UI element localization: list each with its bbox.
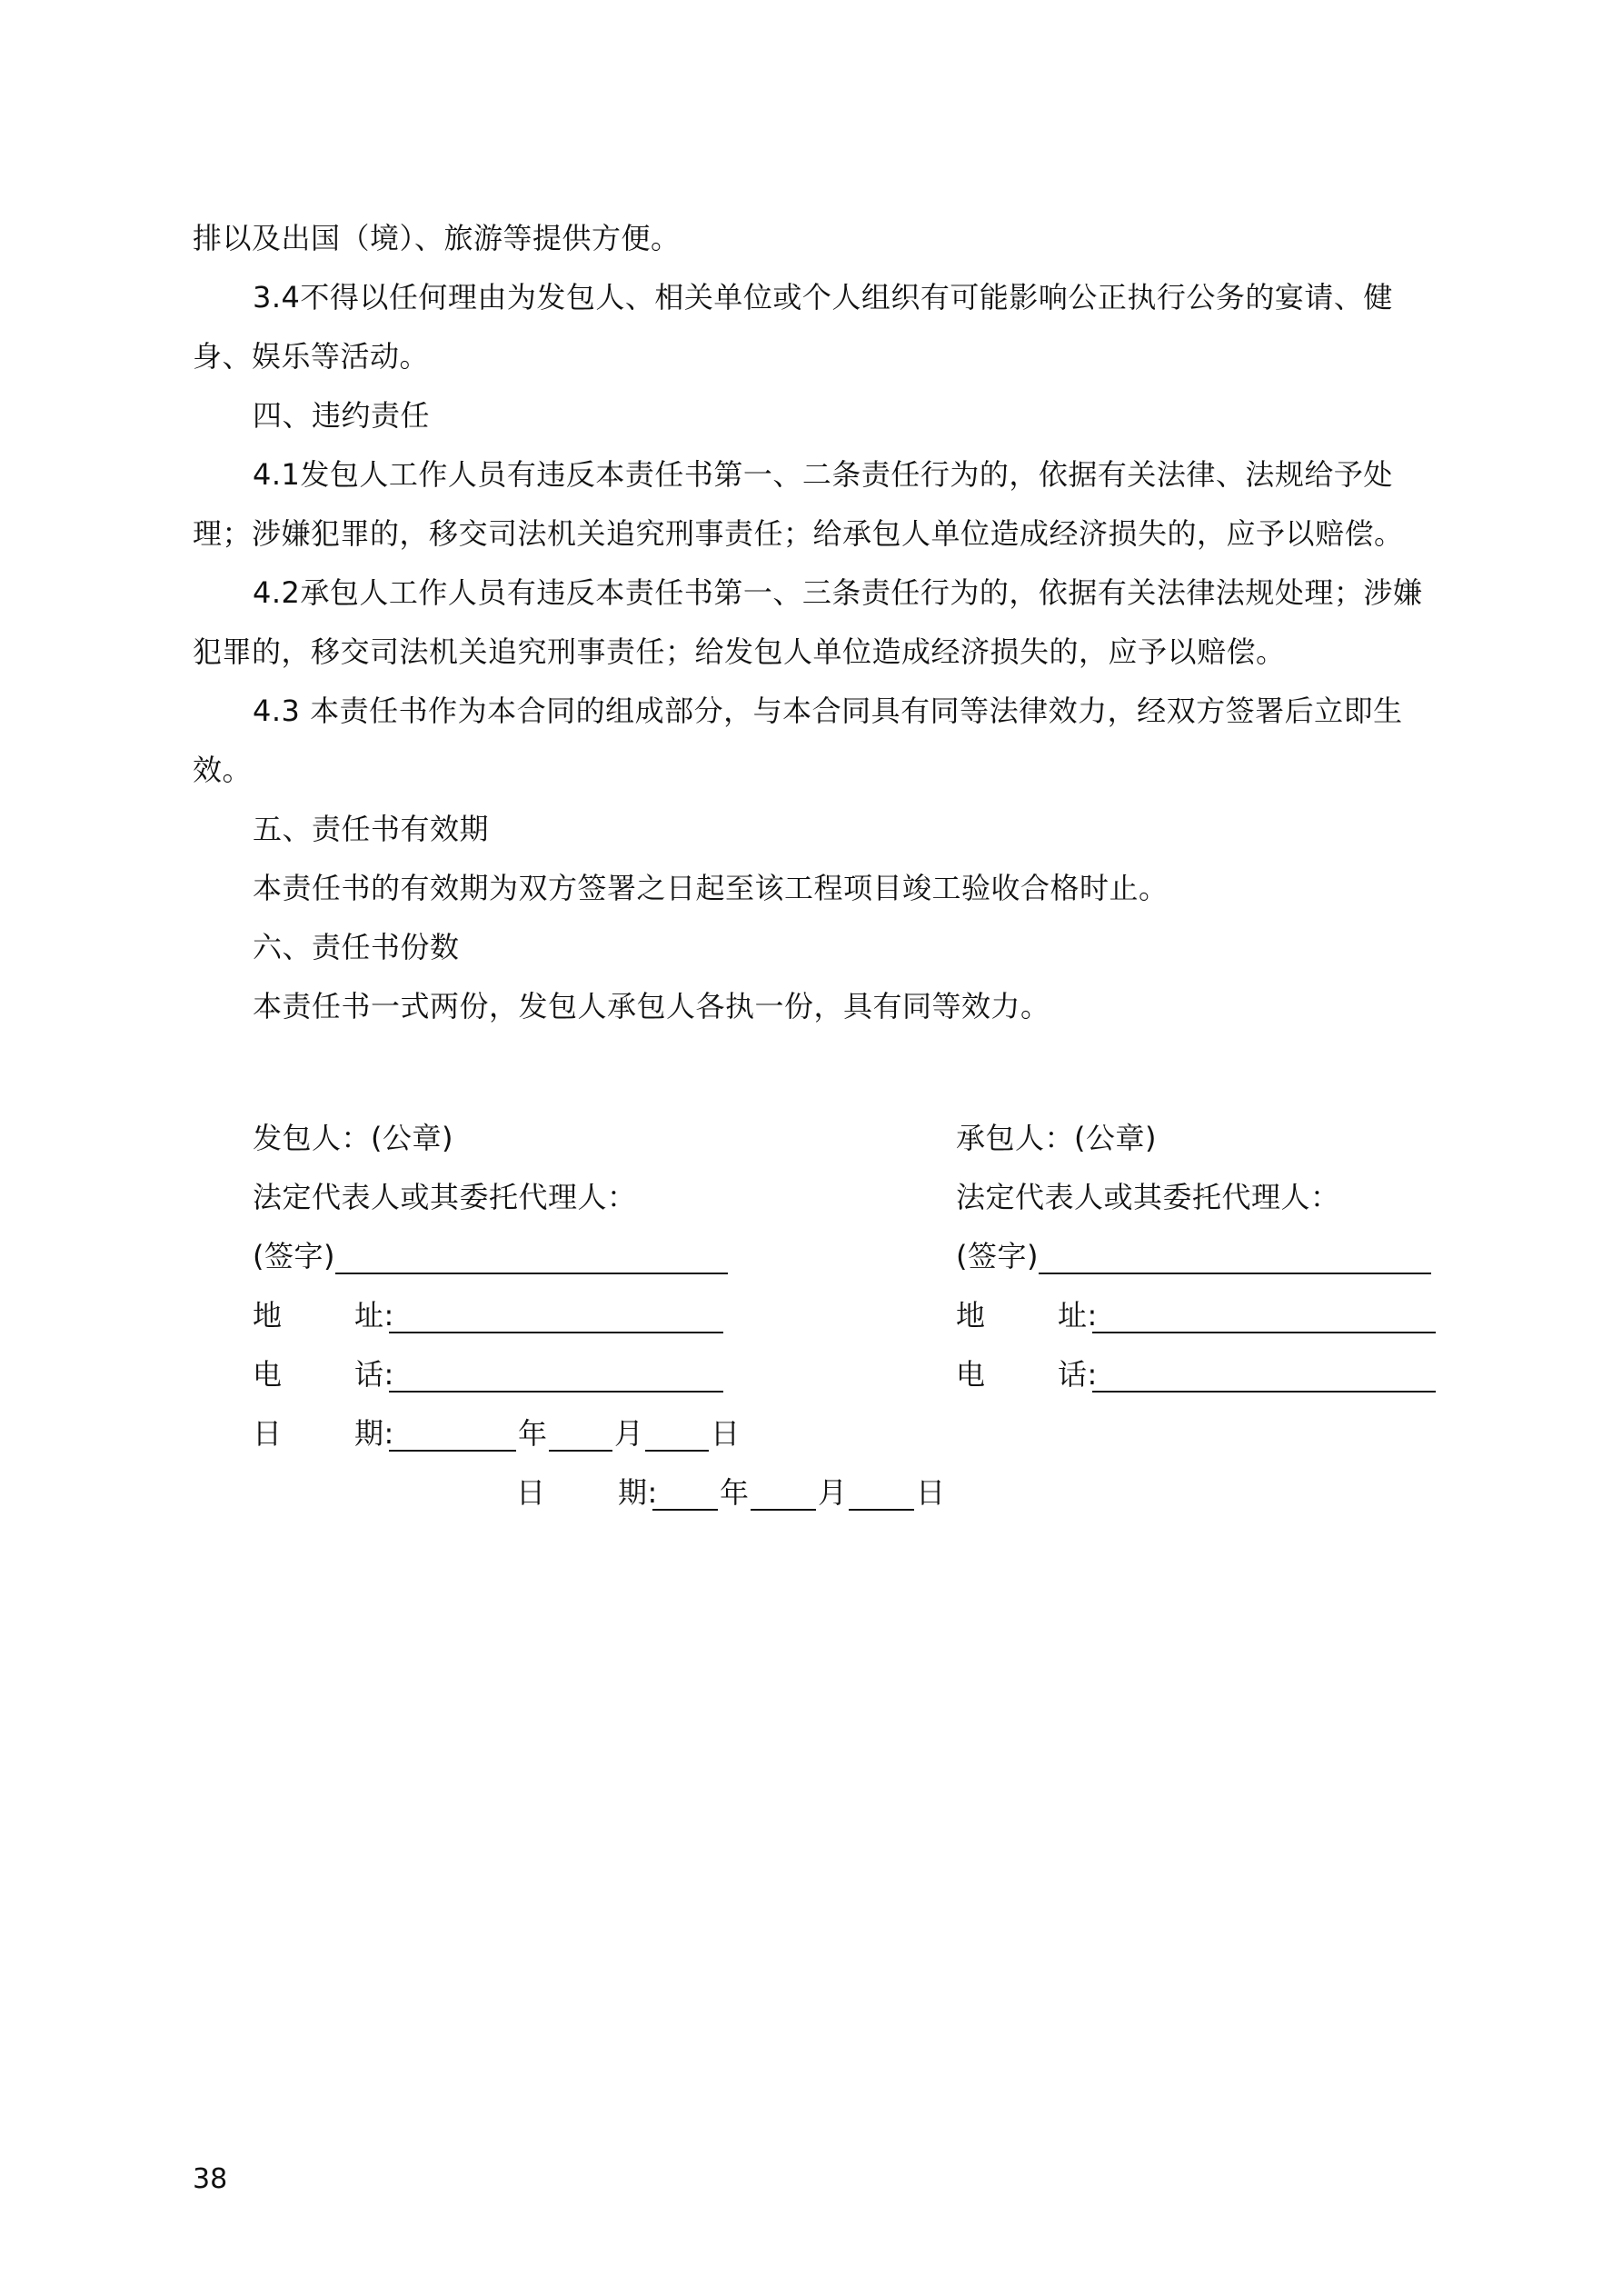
right-date-label-a: 日 <box>516 1475 546 1510</box>
left-representative-label: 法定代表人或其委托代理人： <box>253 1180 637 1214</box>
left-month-blank[interactable] <box>549 1419 612 1452</box>
left-signature-blank[interactable] <box>335 1242 728 1274</box>
left-signature-label: (签字) <box>253 1239 335 1273</box>
paragraph-copies: 本责任书一式两份，发包人承包人各执一份，具有同等效力。 <box>253 989 1050 1023</box>
right-day-label: 日 <box>916 1475 946 1510</box>
right-phone-line <box>956 1356 1098 1393</box>
left-address-line <box>253 1297 394 1333</box>
right-year-label: 年 <box>720 1475 750 1510</box>
left-day-label: 日 <box>711 1416 741 1451</box>
left-date-line <box>253 1415 761 1452</box>
right-phone-blank[interactable] <box>1092 1360 1436 1393</box>
section-heading-4: 四、违约责任 <box>253 398 431 433</box>
left-address-blank[interactable] <box>389 1301 723 1333</box>
right-party-label: 承包人：(公章) <box>956 1121 1157 1155</box>
left-party-label: 发包人：(公章) <box>253 1121 453 1155</box>
left-year-label: 年 <box>518 1416 548 1451</box>
right-representative-label: 法定代表人或其委托代理人： <box>956 1180 1340 1214</box>
left-date-label-a: 日 <box>253 1416 283 1451</box>
right-month-blank[interactable] <box>751 1478 816 1511</box>
left-year-blank[interactable] <box>389 1419 516 1452</box>
right-date-label-b: 期: <box>618 1475 658 1510</box>
right-month-label: 月 <box>818 1475 848 1510</box>
left-phone-line <box>253 1356 394 1393</box>
left-month-label: 月 <box>614 1416 644 1451</box>
right-address-label-b: 址: <box>1058 1298 1098 1333</box>
paragraph-3-4: 3.4不得以任何理由为发包人、相关单位或个人组织有可能影响公正执行公务的宴请、健身、娱乐等活动。 <box>193 280 1393 374</box>
right-signature-line <box>956 1238 1431 1274</box>
right-signature-blank[interactable] <box>1039 1242 1431 1274</box>
paragraph-validity: 本责任书的有效期为双方签署之日起至该工程项目竣工验收合格时止。 <box>253 871 1169 905</box>
right-date-line <box>516 1474 989 1511</box>
right-address-line <box>956 1297 1098 1333</box>
section-heading-6: 六、责任书份数 <box>253 930 460 964</box>
right-address-blank[interactable] <box>1092 1301 1436 1333</box>
section-heading-5: 五、责任书有效期 <box>253 812 490 846</box>
left-date-label-b: 期: <box>354 1416 394 1451</box>
left-address-label-a: 地 <box>253 1298 283 1333</box>
left-address-label-b: 址: <box>354 1298 394 1333</box>
right-phone-label-a: 电 <box>956 1357 986 1392</box>
right-day-blank[interactable] <box>849 1478 914 1511</box>
left-phone-label-a: 电 <box>253 1357 283 1392</box>
right-year-blank[interactable] <box>652 1478 718 1511</box>
left-day-blank[interactable] <box>645 1419 709 1452</box>
left-phone-label-b: 话: <box>354 1357 394 1392</box>
page-number: 38 <box>193 2163 228 2195</box>
right-signature-label: (签字) <box>956 1239 1039 1273</box>
paragraph-4-2: 4.2承包人工作人员有违反本责任书第一、三条责任行为的，依据有关法律法规处理；涉嫌犯罪的，移交司法机关追究刑事责任；给发包人单位造成经济损失的，应予以赔偿。 <box>193 575 1423 669</box>
right-address-label-a: 地 <box>956 1298 986 1333</box>
paragraph-3-3-end: 排以及出国（境）、旅游等提供方便。 <box>193 221 681 255</box>
paragraph-4-3: 4.3 本责任书作为本合同的组成部分，与本合同具有同等法律效力，经双方签署后立即生效。 <box>193 694 1403 787</box>
right-phone-label-b: 话: <box>1058 1357 1098 1392</box>
paragraph-4-1: 4.1发包人工作人员有违反本责任书第一、二条责任行为的，依据有关法律、法规给予处理；涉嫌犯罪的，移交司法机关追究刑事责任；给承包人单位造成经济损失的，应予以赔偿。 <box>193 457 1404 551</box>
left-phone-blank[interactable] <box>389 1360 723 1393</box>
left-signature-line <box>253 1238 728 1274</box>
